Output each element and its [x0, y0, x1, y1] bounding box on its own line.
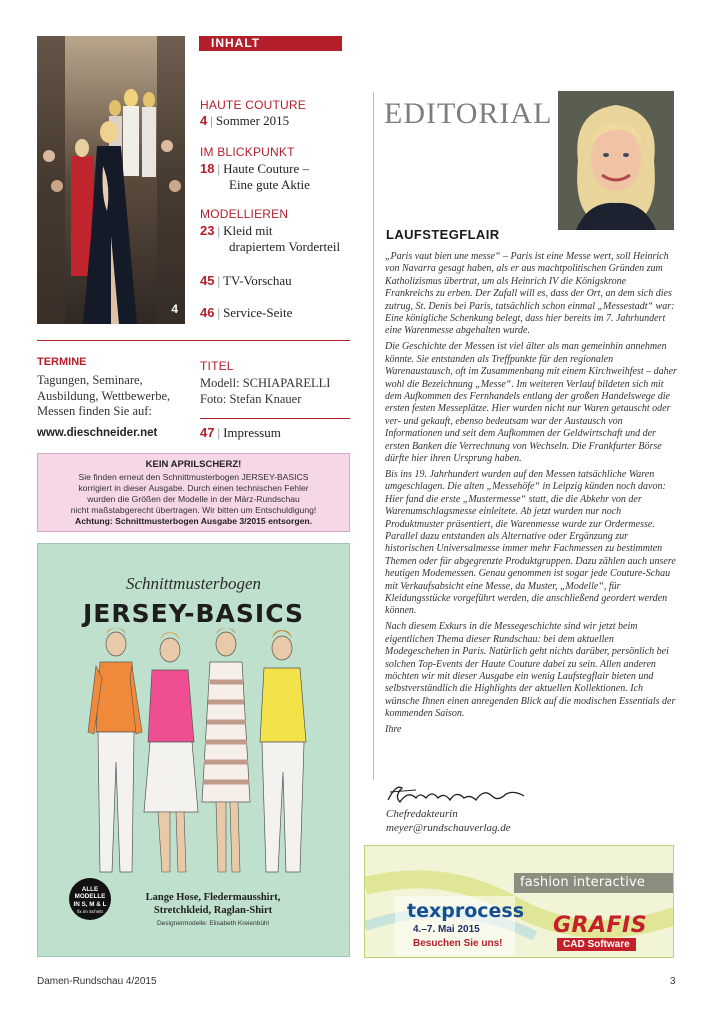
sizes-badge [69, 878, 111, 920]
editor-role: Chefredakteurin [386, 808, 458, 820]
notice-title: KEIN APRILSCHERZ! [145, 459, 242, 470]
editor-signature [386, 782, 536, 808]
titel-model: Modell: SCHIAPARELLI [200, 376, 331, 390]
notice-line: korrigiert in dieser Ausgabe. Durch einen technischen Fehler [78, 483, 309, 493]
runway-illustration [37, 36, 185, 324]
section-title-im-blickpunkt: IM BLICKPUNKT [200, 145, 295, 159]
toc-label-line2: Eine gute Aktie [229, 177, 310, 192]
editorial-closing: Ihre [385, 724, 402, 736]
toc-label: Haute Couture – [223, 161, 309, 176]
toc-page-number: 45 [200, 273, 215, 288]
ad-designer: Designermodelle: Elisabeth Kreienbühl [156, 920, 269, 927]
toc-label: Impressum [223, 425, 281, 440]
portrait-illustration [558, 91, 674, 230]
pattern-sheet-ad[interactable] [37, 543, 350, 957]
titel-photo: Foto: Stefan Knauer [200, 392, 302, 406]
ad-caption [118, 891, 308, 917]
toc-page-number: 47 [200, 425, 215, 440]
ad-band: fashion interactive [514, 873, 674, 893]
footer-publication: Damen-Rundschau 4/2015 [37, 976, 157, 987]
cover-photo [37, 36, 185, 324]
fair-date: 4.–7. Mai 2015 [413, 924, 480, 935]
contents-header: INHALT [199, 36, 342, 51]
texprocess-ad[interactable] [364, 845, 674, 958]
cover-page-number: 4 [171, 302, 178, 316]
editorial-paragraph: „Paris vaut bien une messe“ – Paris ist eine Messe wert, soll Heinrich von Navarra gesagt haben, als er aus machtpolitischen Gründen zum Katholizismus übertrat, um als Heinrich IV die Königskrone Frankreichs zu erben. Der Zufall will es, dass der Ort, an dem sich dies zutrug, St. Denis bei Paris, tatsächlich schon einmal „Messestadt“ war: Eine königliche Schenkung belegt, dass hier bereits im 7. Jahrhundert eine Warenmesse abgehalten wurde. [385, 251, 675, 337]
termine-text [37, 373, 187, 420]
titel-credits [200, 375, 330, 407]
editor-email[interactable]: meyer@rundschauverlag.de [386, 822, 511, 834]
toc-label-line2: drapiertem Vorderteil [229, 239, 341, 254]
editorial-title: EDITORIAL [384, 97, 553, 130]
brand-logo: GRAFIS [553, 913, 648, 938]
fashion-sketch-illustration [78, 622, 313, 892]
ad-title: JERSEY-BASICS [82, 599, 305, 628]
section-title-modellieren: MODELLIEREN [200, 207, 289, 221]
editorial-paragraph: Bis ins 19. Jahrhundert wurden auf den Messen tatsächliche Waren umgeschlagen. Die alten „Messehöfe“ in Leipzig künden noch davon: Hier fand die erste „Mustermesse“ statt, die die Abkehr von der Warenumschlagsmesse einleitete. Ab jetzt wurden nur noch Produktmuster präsentiert, die Warenmesse wurde zur Ordermesse. Parallel dazu entstanden als Alternative oder Ergänzung zur historischen Universalmesse immer mehr Fachmessen zu bestimmten Themen oder für abgegrenzte Produktgruppen. Dazu zählen auch unsere heutigen Modemessen. Genau genommen ist sogar jede Couture-Schau mit Verkaufsabsicht eine Messe, da Muster, „Modelle“, für Kleidungsstücke vorgeführt werden, die anschließend geordert werden können. [385, 468, 676, 617]
brand-sub: CAD Software [557, 938, 636, 951]
termine-line: Tagungen, Seminare, [37, 373, 143, 387]
toc-label: Sommer 2015 [215, 113, 290, 128]
signature-scribble [386, 782, 536, 808]
toc-entry[interactable]: 18 | Haute Couture – Eine gute Aktie [200, 161, 310, 192]
termine-line: Messen finden Sie auf: [37, 404, 152, 419]
termine-link[interactable]: www.dieschneider.net [37, 427, 158, 439]
toc-entry[interactable]: 45 | TV-Vorschau [200, 273, 292, 288]
editorial-body [385, 251, 677, 740]
toc-page-number: 46 [200, 305, 215, 320]
notice-line: nicht maßstabgerecht übertragen. Wir bitten um Entschuldigung! [70, 505, 317, 515]
badge-small: fix im Schnitt [77, 909, 103, 915]
toc-page-number: 4 [200, 113, 208, 128]
toc-label: TV-Vorschau [223, 273, 292, 288]
editorial-paragraph: Die Geschichte der Messen ist viel älter als man gemeinhin annehmen könnte. Sie entstanden als Treffpunkte für den regionalen Warenaustausch, oft im Zusammenhang mit einem Kirchweihfest – daher wohl die Bezeichnung „Messe“. Im weiteren Verlauf bildeten sich mit dem Aufkommen des Fernhandels entlang der großen Handelswege die ersten festen Messeplätze. Hier wurden nicht nur Waren getauscht oder ver- und gekauft, ebenso bedeutsam war der Austausch von Informationen und seit dem Aufkommen der Geldwirtschaft und der ersten Banken die Verrechnung von Wechseln. Die Frankfurter Börse dürfte hier ihren Ursprung haben. [385, 341, 677, 464]
editorial-heading: LAUFSTEGFLAIR [386, 227, 500, 242]
notice-box [37, 453, 350, 532]
toc-page-number: 18 [200, 161, 215, 176]
ad-subtitle: Schnittmusterbogen [125, 574, 262, 593]
fair-name: texprocess [407, 900, 525, 922]
editor-portrait [558, 91, 674, 230]
termine-line: Ausbildung, Wettbewerbe, [37, 388, 171, 403]
notice-line: Sie finden erneut den Schnittmusterbogen JERSEY-BASICS [78, 472, 309, 482]
titel-title: TITEL [200, 359, 234, 373]
toc-label: Kleid mit [223, 223, 273, 238]
toc-entry[interactable]: 23 | Kleid mit drapiertem Vorderteil [200, 223, 341, 254]
caption-line: Stretchkleid, Raglan-Shirt [153, 905, 273, 916]
termine-title: TERMINE [37, 356, 87, 368]
footer-page-number: 3 [670, 976, 676, 987]
section-title-haute-couture: HAUTE COUTURE [200, 98, 306, 112]
divider [37, 340, 350, 341]
toc-page-number: 23 [200, 223, 215, 238]
notice-warning: Achtung: Schnittmusterbogen Ausgabe 3/2015 entsorgen. [75, 516, 312, 526]
toc-entry-impressum[interactable]: 47 | Impressum [200, 425, 281, 440]
caption-line: Lange Hose, Fledermausshirt, [145, 892, 281, 903]
column-divider [373, 92, 374, 780]
notice-line: wurden die Größen der Modelle in der März-Rundschau [87, 494, 300, 504]
badge-line: ALLE [81, 886, 99, 893]
toc-entry[interactable]: 46 | Service-Seite [200, 305, 293, 320]
fair-visit: Besuchen Sie uns! [413, 938, 503, 949]
editorial-paragraph: Nach diesem Exkurs in die Messegeschichte sind wir jetzt beim eigentlichen Thema dieser Rundschau: bei dem aktuellen Modegeschehen in Paris. Natürlich geht nichts darüber, persönlich bei solchen Top-Events der Haute Couture dabei zu sein. Allen anderen möchten wir mit dieser Ausgabe ein wenig Laufstegflair bieten und selbstverständlich die Highlights der aktuellen Kollektionen. Ich wünsche Ihnen einen anregenden Blick auf die modischen Essentials der kommenden Saison. [385, 621, 676, 720]
toc-label: Service-Seite [223, 305, 293, 320]
badge-line: MODELLE [74, 893, 106, 901]
toc-entry[interactable]: 4 | Sommer 2015 [200, 113, 290, 128]
divider [200, 418, 350, 419]
badge-line: IN S, M & L [73, 900, 107, 908]
